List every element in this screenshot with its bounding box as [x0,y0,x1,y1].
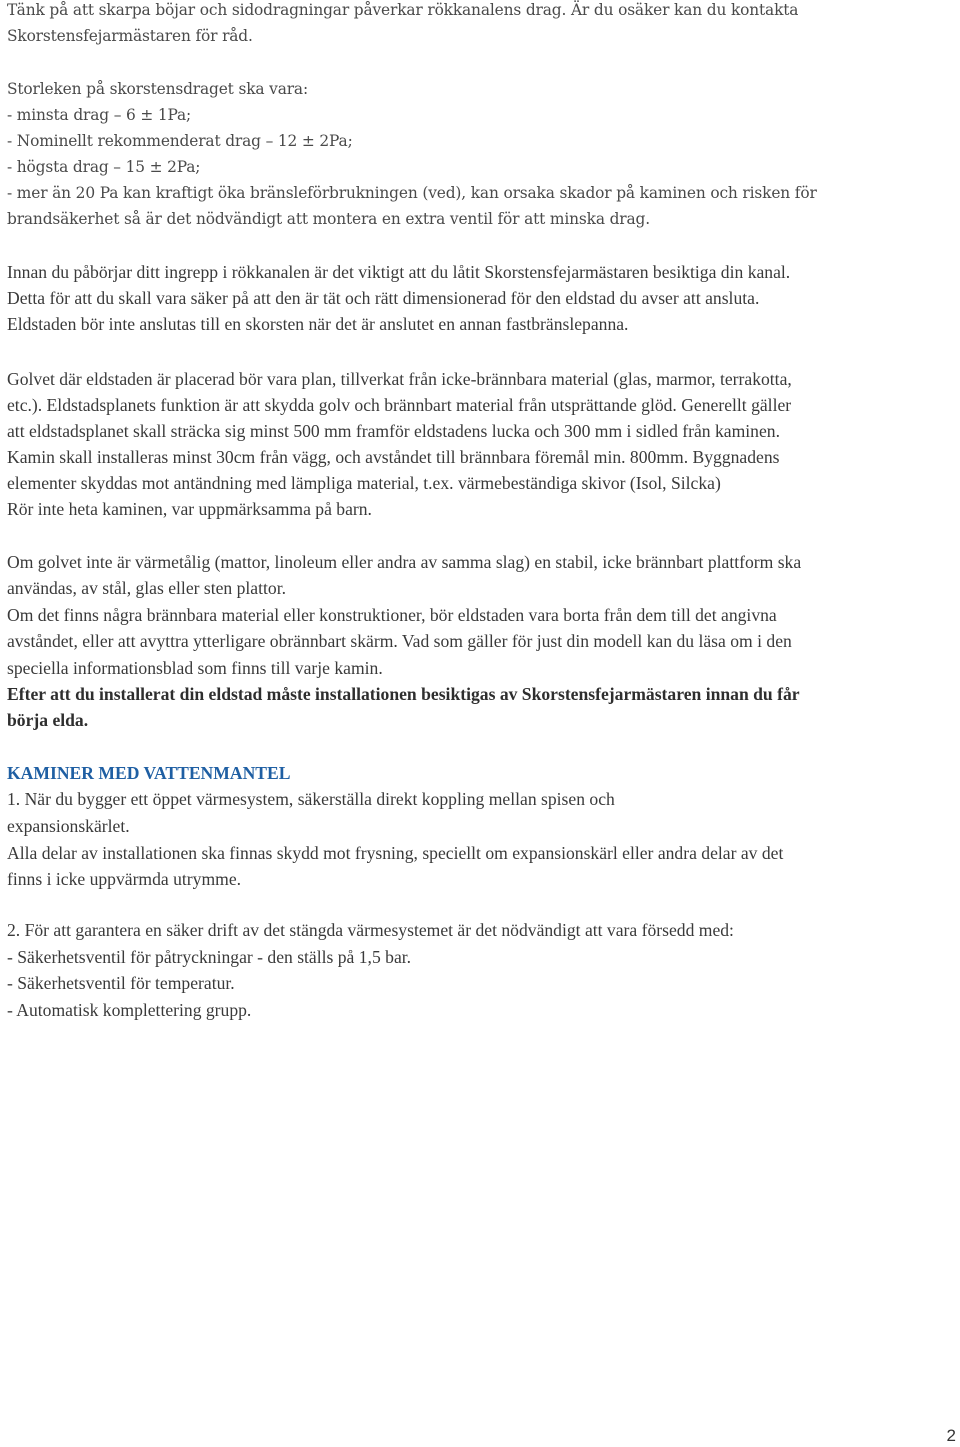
paragraph-2-line: Storleken på skorstensdraget ska vara: [7,80,308,98]
paragraph-4-line: Rör inte heta kaminen, var uppmärksamma på barn. [7,499,372,519]
paragraph-5-line: användas, av stål, glas eller sten plattor. [7,578,286,598]
section-2-line: - Säkerhetsventil för påtryckningar - den ställs på 1,5 bar. [7,947,412,967]
paragraph-2-line: brandsäkerhet så är det nödvändigt att montera en extra ventil för att minska drag. [7,210,650,228]
section-1-line: 1. När du bygger ett öppet värmesystem, säkerställa direkt koppling mellan spisen och [7,789,615,809]
paragraph-2-line: - högsta drag – 15 ± 2Pa; [7,158,201,176]
paragraph-2-line: - mer än 20 Pa kan kraftigt öka bränsleförbrukningen (ved), kan orsaka skador på kaminen och risken för [7,184,817,202]
section-1-line: Alla delar av installationen ska finnas skydd mot frysning, speciellt om expansionskärl eller andra delar av det [7,843,784,863]
section-heading: KAMINER MED VATTENMANTEL [7,763,291,783]
paragraph-2-line: - Nominellt rekommenderat drag – 12 ± 2Pa; [7,132,353,150]
paragraph-3-line: Eldstaden bör inte anslutas till en skorsten när det är anslutet en annan fastbränslepanna. [7,314,629,334]
paragraph-3-line: Detta för att du skall vara säker på att den är tät och rätt dimensionerad för den eldstad du avser att ansluta. [7,288,760,308]
paragraph-3-line: Innan du påbörjar ditt ingrepp i rökkanalen är det viktigt att du låtit Skorstensfejarmästaren besiktiga din kanal. [7,262,791,282]
section-2-line: - Automatisk komplettering grupp. [7,1000,252,1020]
page-number: 2 [946,1426,956,1445]
paragraph-4-line: att eldstadsplanet skall sträcka sig minst 500 mm framför eldstadens lucka och 300 mm i sidled från kaminen. [7,421,780,441]
paragraph-1-line: Tänk på att skarpa böjar och sidodragningar påverkar rökkanalens drag. Är du osäker kan du kontakta [7,1,799,19]
paragraph-4-line: Kamin skall installeras minst 30cm från vägg, och avståndet till brännbara föremål min. 800mm. Byggnadens [7,447,780,467]
bold-notice-line: Efter att du installerat din eldstad måste installationen besiktigas av Skorstensfejarmästaren innan du får [7,684,800,704]
paragraph-5-line: Om golvet inte är värmetålig (mattor, linoleum eller andra av samma slag) en stabil, icke brännbart plattform ska [7,552,802,572]
paragraph-1-line: Skorstensfejarmästaren för råd. [7,27,253,45]
section-2-line: - Säkerhetsventil för temperatur. [7,973,235,993]
section-2-line: 2. För att garantera en säker drift av det stängda värmesystemet är det nödvändigt att vara försedd med: [7,920,734,940]
section-1-line: expansionskärlet. [7,816,130,836]
section-1-line: finns i icke uppvärmda utrymme. [7,869,242,889]
paragraph-5-line: Om det finns några brännbara material eller konstruktioner, bör eldstaden vara borta från dem till det angivna [7,605,777,625]
bold-notice-line: börja elda. [7,710,89,730]
paragraph-5-line: speciella informationsblad som finns till varje kamin. [7,658,383,678]
paragraph-5-line: avståndet, eller att avyttra ytterligare obrännbart skärm. Vad som gäller för just din modell kan du läsa om i den [7,631,792,651]
paragraph-4-line: elementer skyddas mot antändning med lämpliga material, t.ex. värmebeständiga skivor (Isol, Silcka) [7,473,721,493]
paragraph-4-line: etc.). Eldstadsplanets funktion är att skydda golv och brännbart material från utsprättande glöd. Generellt gäller [7,395,792,415]
paragraph-4-line: Golvet där eldstaden är placerad bör vara plan, tillverkat från icke-brännbara material (glas, marmor, terrakotta, [7,369,792,389]
paragraph-2-line: - minsta drag – 6 ± 1Pa; [7,106,192,124]
